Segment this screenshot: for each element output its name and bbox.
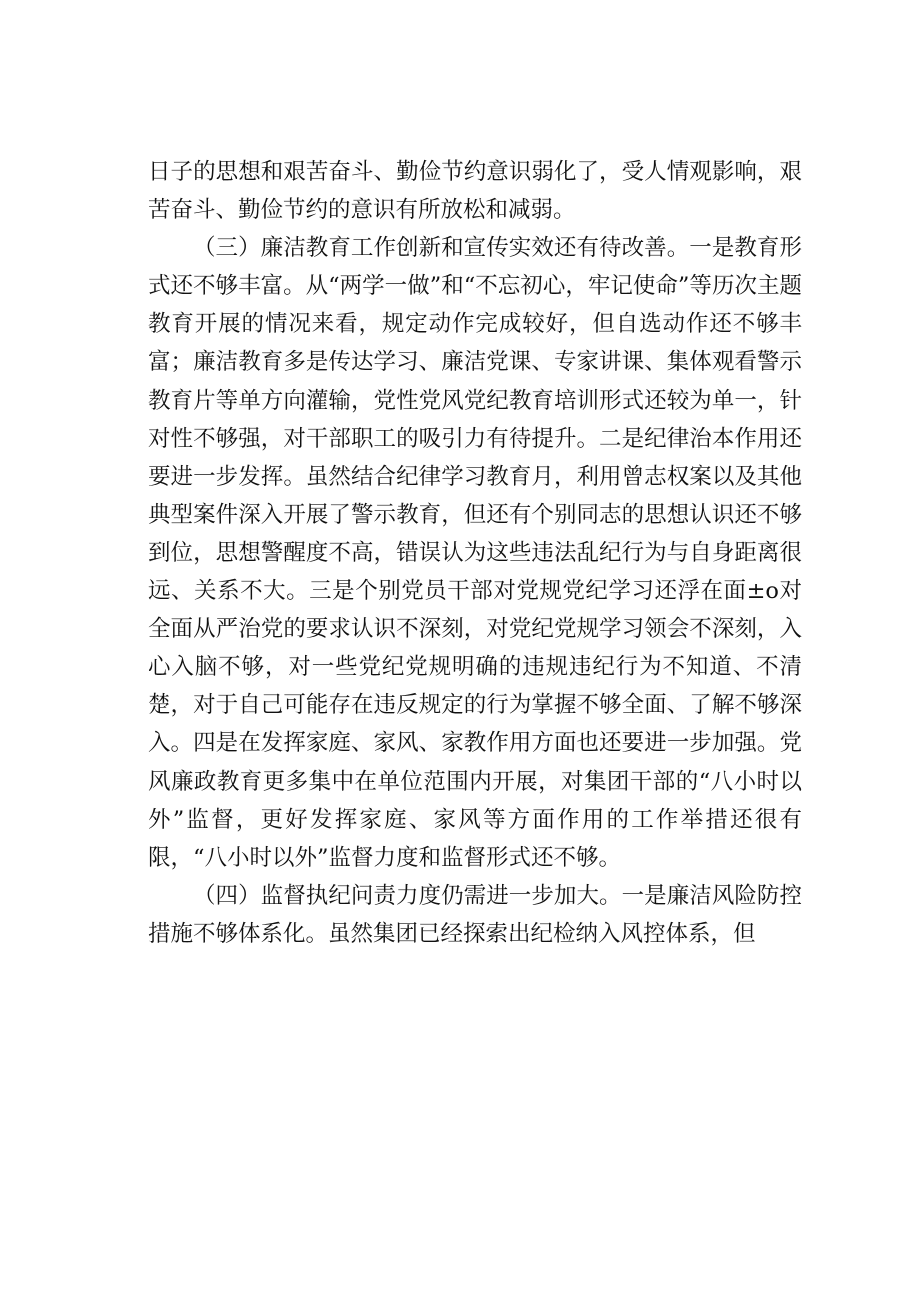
document-body — [148, 153, 802, 953]
paragraph-section-four: （四）监督执纪问责力度仍需进一步加大。一是廉洁风险防控措施不够体系化。虽然集团已经探索出纪检纳入风控体系，但 — [148, 882, 802, 947]
paragraph-continuation: 日子的思想和艰苦奋斗、勤俭节约意识弱化了，受人情观影响，艰苦奋斗、勤俭节约的意识有所放松和减弱。 — [148, 159, 802, 224]
paragraph-section-three: （三）廉洁教育工作创新和宣传实效还有待改善。一是教育形式还不够丰富。从“两学一做”和“不忘初心，牢记使命”等历次主题教育开展的情况来看，规定动作完成较好，但自选动作还不够丰富；廉洁教育多是传达学习、廉洁党课、专家讲课、集体观看警示教育片等单方向灌输，党性党风党纪教育培训形式还较为单一，针对性不够强，对干部职工的吸引力有待提升。二是纪律治本作用还要进一步发挥。虽然结合纪律学习教育月，利用曾志权案以及其他典型案件深入开展了警示教育，但还有个别同志的思想认识还不够到位，思想警醒度不高，错误认为这些违法乱纪行为与自身距离很远、关系不大。三是个别党员干部对党规党纪学习还浮在面±o对全面从严治党的要求认识不深刻，对党纪党规学习领会不深刻，入心入脑不够，对一些党纪党规明确的违规违纪行为不知道、不清楚，对于自己可能存在违反规定的行为掌握不够全面、了解不够深入。四是在发挥家庭、家风、家教作用方面也还要进一步加强。党风廉政教育更多集中在单位范围内开展，对集团干部的“八小时以外”监督，更好发挥家庭、家风等方面作用的工作举措还很有限，“八小时以外”监督力度和监督形式还不够。 — [148, 235, 802, 871]
